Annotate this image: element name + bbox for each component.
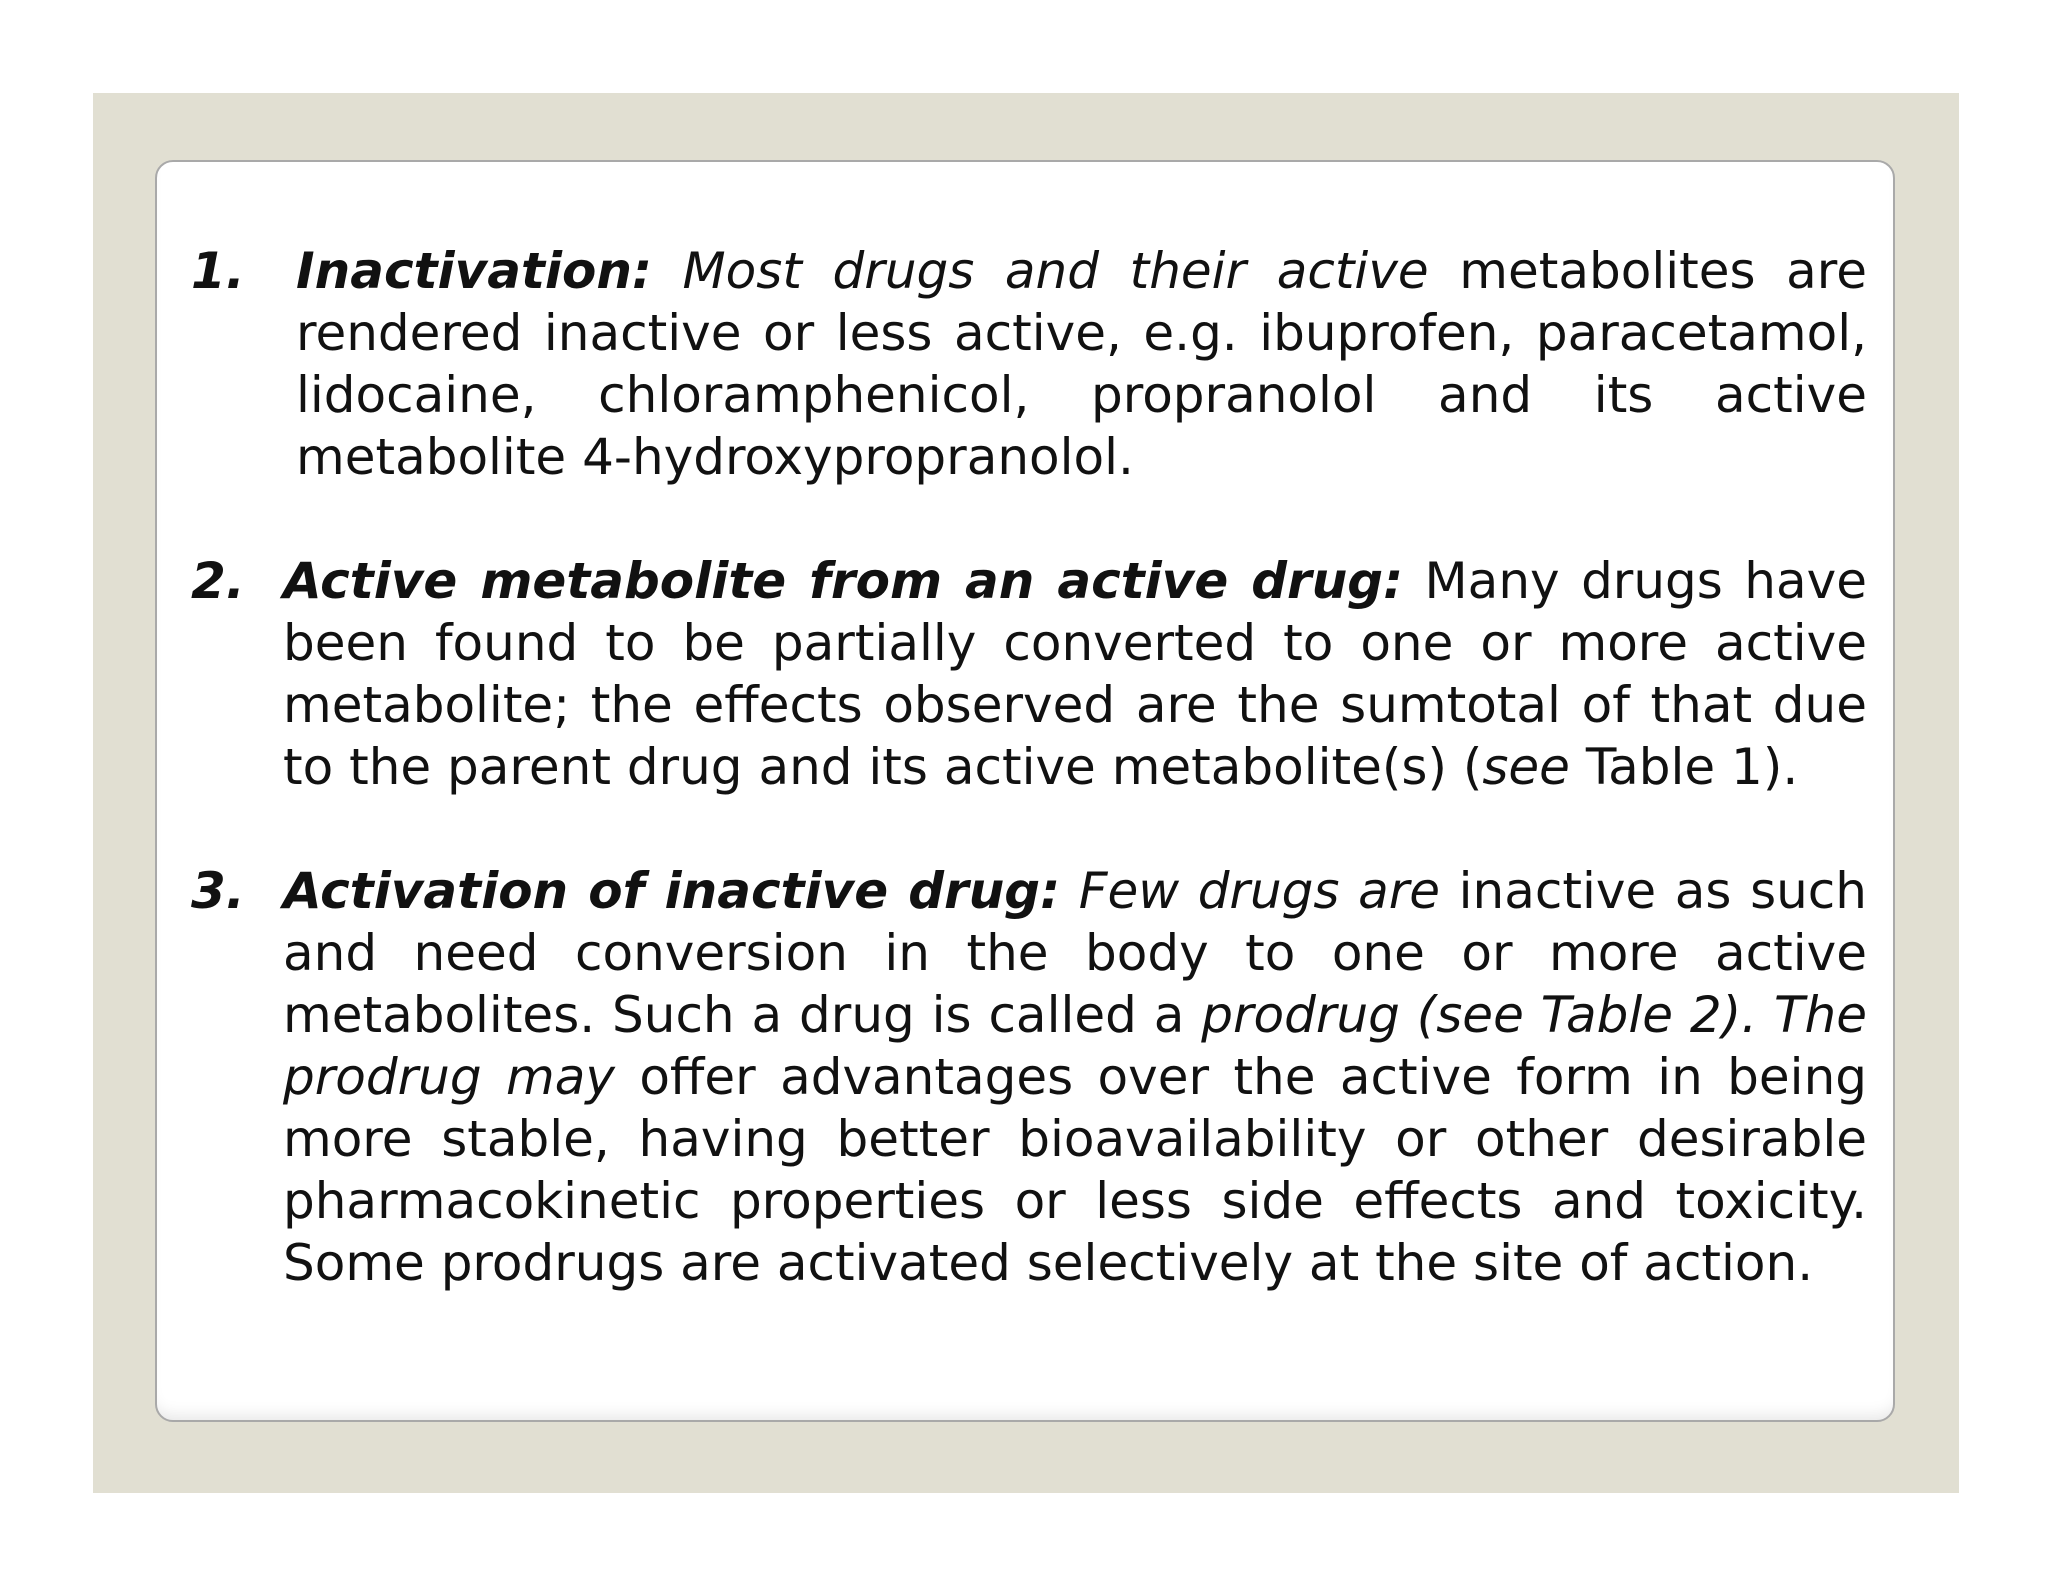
item-text-italic: Few drugs are (1078, 862, 1441, 920)
item-text: metabolites are rendered inactive or less active, e.g. ibuprofen, paracetamol, lidocaine, chloramphenicol, propranolol and its active metabolite 4-hydroxypropranolol. (296, 242, 1867, 486)
item-number: 1. (191, 242, 245, 300)
list-item-activation (191, 860, 1867, 1294)
item-text: inactive as such and need conversion in the body to one or more active metabolites. Such a drug is called a (283, 862, 1867, 1044)
item-number: 3. (191, 862, 245, 920)
list-item-active-metabolite (191, 550, 1867, 798)
item-text (1060, 862, 1079, 920)
item-text-italic: see (1482, 738, 1570, 796)
item-number: 2. (191, 552, 245, 610)
item-text-italic: Most drugs and their active (682, 242, 1429, 300)
item-text: offer advantages over the active form in being more stable, having better bioavailability or other desirable pharmacokinetic properties or less side effects and toxicity. Some prodrugs are activated selectively at the site of action. (283, 1048, 1868, 1292)
item-heading: Activation of inactive drug: (283, 862, 1061, 920)
item-text (652, 242, 683, 300)
item-text-italic: prodrug (see Table 2). The prodrug may (283, 986, 1868, 1106)
item-text: Many drugs have been found to be partially converted to one or more active metabolite; the effects observed are the sumtotal of that due to the parent drug and its active metabolite(s) ( (283, 552, 1867, 796)
item-heading: Inactivation: (296, 242, 652, 300)
list-item-inactivation (191, 240, 1867, 488)
content-card (155, 160, 1895, 1422)
item-heading: Active metabolite from an active drug: (283, 552, 1404, 610)
numbered-list (191, 240, 1867, 1294)
item-text: Table 1). (1569, 738, 1799, 796)
